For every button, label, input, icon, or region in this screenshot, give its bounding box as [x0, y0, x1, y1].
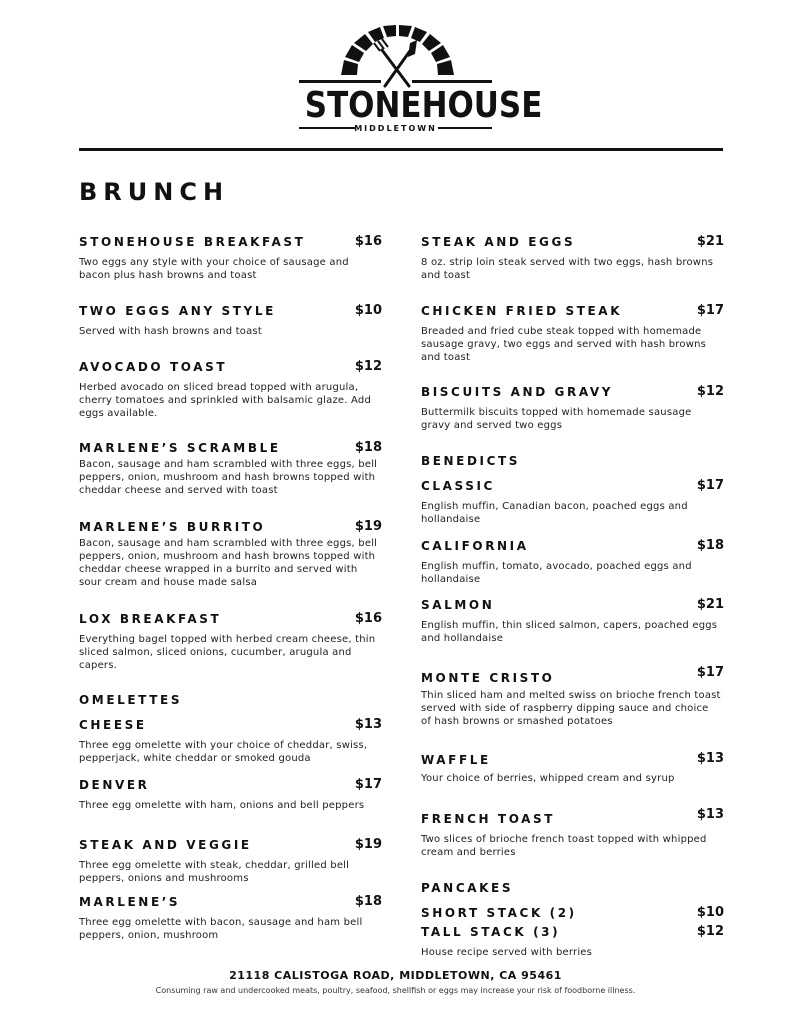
- item-price: $13: [696, 751, 724, 766]
- item-price: $13: [696, 807, 724, 822]
- item-price: $17: [354, 777, 382, 792]
- item-name: AVOCADO TOAST: [79, 360, 228, 374]
- item-price: $12: [696, 384, 724, 399]
- item-description: Thin sliced ham and melted swiss on brioche french toast served with side of raspberry dipping sauce and choice of hash browns or smashed potatoes: [421, 690, 721, 727]
- item-description: Everything bagel topped with herbed cream cheese, thin sliced salmon, sliced onions, cucumber, arugula and capers.: [79, 634, 376, 671]
- item-price: $12: [696, 924, 724, 939]
- item-description: Three egg omelette with your choice of cheddar, swiss, pepperjack, white cheddar or smoked gouda: [79, 740, 368, 764]
- item-name: CLASSIC: [421, 479, 495, 493]
- item-name: LOX BREAKFAST: [79, 612, 222, 626]
- item-description: House recipe served with berries: [421, 947, 593, 958]
- item-price: $13: [354, 717, 382, 732]
- item-price: $12: [354, 359, 382, 374]
- section-heading-benedicts: BENEDICTS: [421, 454, 521, 468]
- item-name: DENVER: [79, 778, 150, 792]
- item-description: Breaded and fried cube steak topped with homemade sausage gravy, two eggs and served with hash browns and toast: [421, 326, 707, 363]
- section-heading-pancakes: PANCAKES: [421, 881, 514, 895]
- item-name: TWO EGGS ANY STYLE: [79, 304, 276, 318]
- item-description: English muffin, thin sliced salmon, capers, poached eggs and hollandaise: [421, 620, 718, 644]
- item-price: $21: [696, 597, 724, 612]
- item-price: $17: [696, 303, 724, 318]
- header-divider: [79, 148, 723, 151]
- item-price: $18: [696, 538, 724, 553]
- fork-knife-icon: [382, 48, 412, 86]
- section-heading-omelettes: OMELETTES: [79, 693, 183, 707]
- item-name: FRENCH TOAST: [421, 812, 556, 826]
- item-name: MARLENE’S BURRITO: [79, 520, 266, 534]
- item-name: STONEHOUSE BREAKFAST: [79, 235, 306, 249]
- item-description: English muffin, Canadian bacon, poached eggs and hollandaise: [421, 501, 688, 525]
- item-description: Herbed avocado on sliced bread topped with arugula, cherry tomatoes and sprinkled with balsamic glaze. Add eggs available.: [79, 382, 372, 419]
- item-description: Buttermilk biscuits topped with homemade sausage gravy and served two eggs: [421, 407, 692, 431]
- item-name: WAFFLE: [421, 753, 491, 767]
- brand-location: MIDDLETOWN: [354, 124, 437, 133]
- item-price: $16: [354, 234, 382, 249]
- item-price: $18: [354, 894, 382, 909]
- item-description: Three egg omelette with steak, cheddar, grilled bell peppers, onions and mushrooms: [79, 860, 350, 884]
- item-name: CHEESE: [79, 718, 147, 732]
- restaurant-logo: [290, 24, 543, 140]
- item-name: MONTE CRISTO: [421, 671, 555, 685]
- item-price: $19: [354, 837, 382, 852]
- item-name: MARLENE’S SCRAMBLE: [79, 441, 281, 455]
- menu-title: BRUNCH: [79, 178, 230, 206]
- item-name: STEAK AND VEGGIE: [79, 838, 252, 852]
- item-description: Bacon, sausage and ham scrambled with three eggs, bell peppers, onion, mushroom and hash browns topped with cheddar cheese and served with toast: [79, 459, 378, 496]
- item-description: Three egg omelette with bacon, sausage and ham bell peppers, onion, mushroom: [79, 917, 363, 941]
- item-description: Two eggs any style with your choice of sausage and bacon plus hash browns and toast: [79, 257, 349, 281]
- item-name: SHORT STACK (2): [421, 906, 577, 920]
- item-description: Three egg omelette with ham, onions and bell peppers: [79, 800, 365, 811]
- item-name: MARLENE’S: [79, 895, 181, 909]
- item-price: $18: [354, 440, 382, 455]
- item-price: $10: [696, 905, 724, 920]
- item-price: $10: [354, 303, 382, 318]
- item-price: $17: [696, 478, 724, 493]
- brand-name: STONEHOUSE: [304, 85, 543, 126]
- item-price: $17: [696, 665, 724, 680]
- item-price: $19: [354, 519, 382, 534]
- item-description: Your choice of berries, whipped cream and syrup: [421, 773, 675, 784]
- item-name: SALMON: [421, 598, 495, 612]
- item-name: TALL STACK (3): [421, 925, 561, 939]
- item-price: $21: [696, 234, 724, 249]
- food-safety-disclaimer: Consuming raw and undercooked meats, poultry, seafood, shellfish or eggs may increase your risk of foodborne illness.: [155, 986, 636, 995]
- item-description: 8 oz. strip loin steak served with two eggs, hash browns and toast: [421, 257, 714, 281]
- item-name: STEAK AND EGGS: [421, 235, 576, 249]
- item-description: English muffin, tomato, avocado, poached eggs and hollandaise: [421, 561, 692, 585]
- item-price: $16: [354, 611, 382, 626]
- item-description: Served with hash browns and toast: [79, 326, 262, 337]
- item-name: BISCUITS AND GRAVY: [421, 385, 614, 399]
- item-name: CALIFORNIA: [421, 539, 529, 553]
- item-name: CHICKEN FRIED STEAK: [421, 304, 623, 318]
- restaurant-address: 21118 CALISTOGA ROAD, MIDDLETOWN, CA 95461: [229, 969, 562, 982]
- item-description: Bacon, sausage and ham scrambled with three eggs, bell peppers, onion, mushroom and hash browns topped with cheddar cheese wrapped in a burrito and served with sour cream and house made salsa: [79, 538, 378, 588]
- item-description: Two slices of brioche french toast topped with whipped cream and berries: [421, 834, 707, 858]
